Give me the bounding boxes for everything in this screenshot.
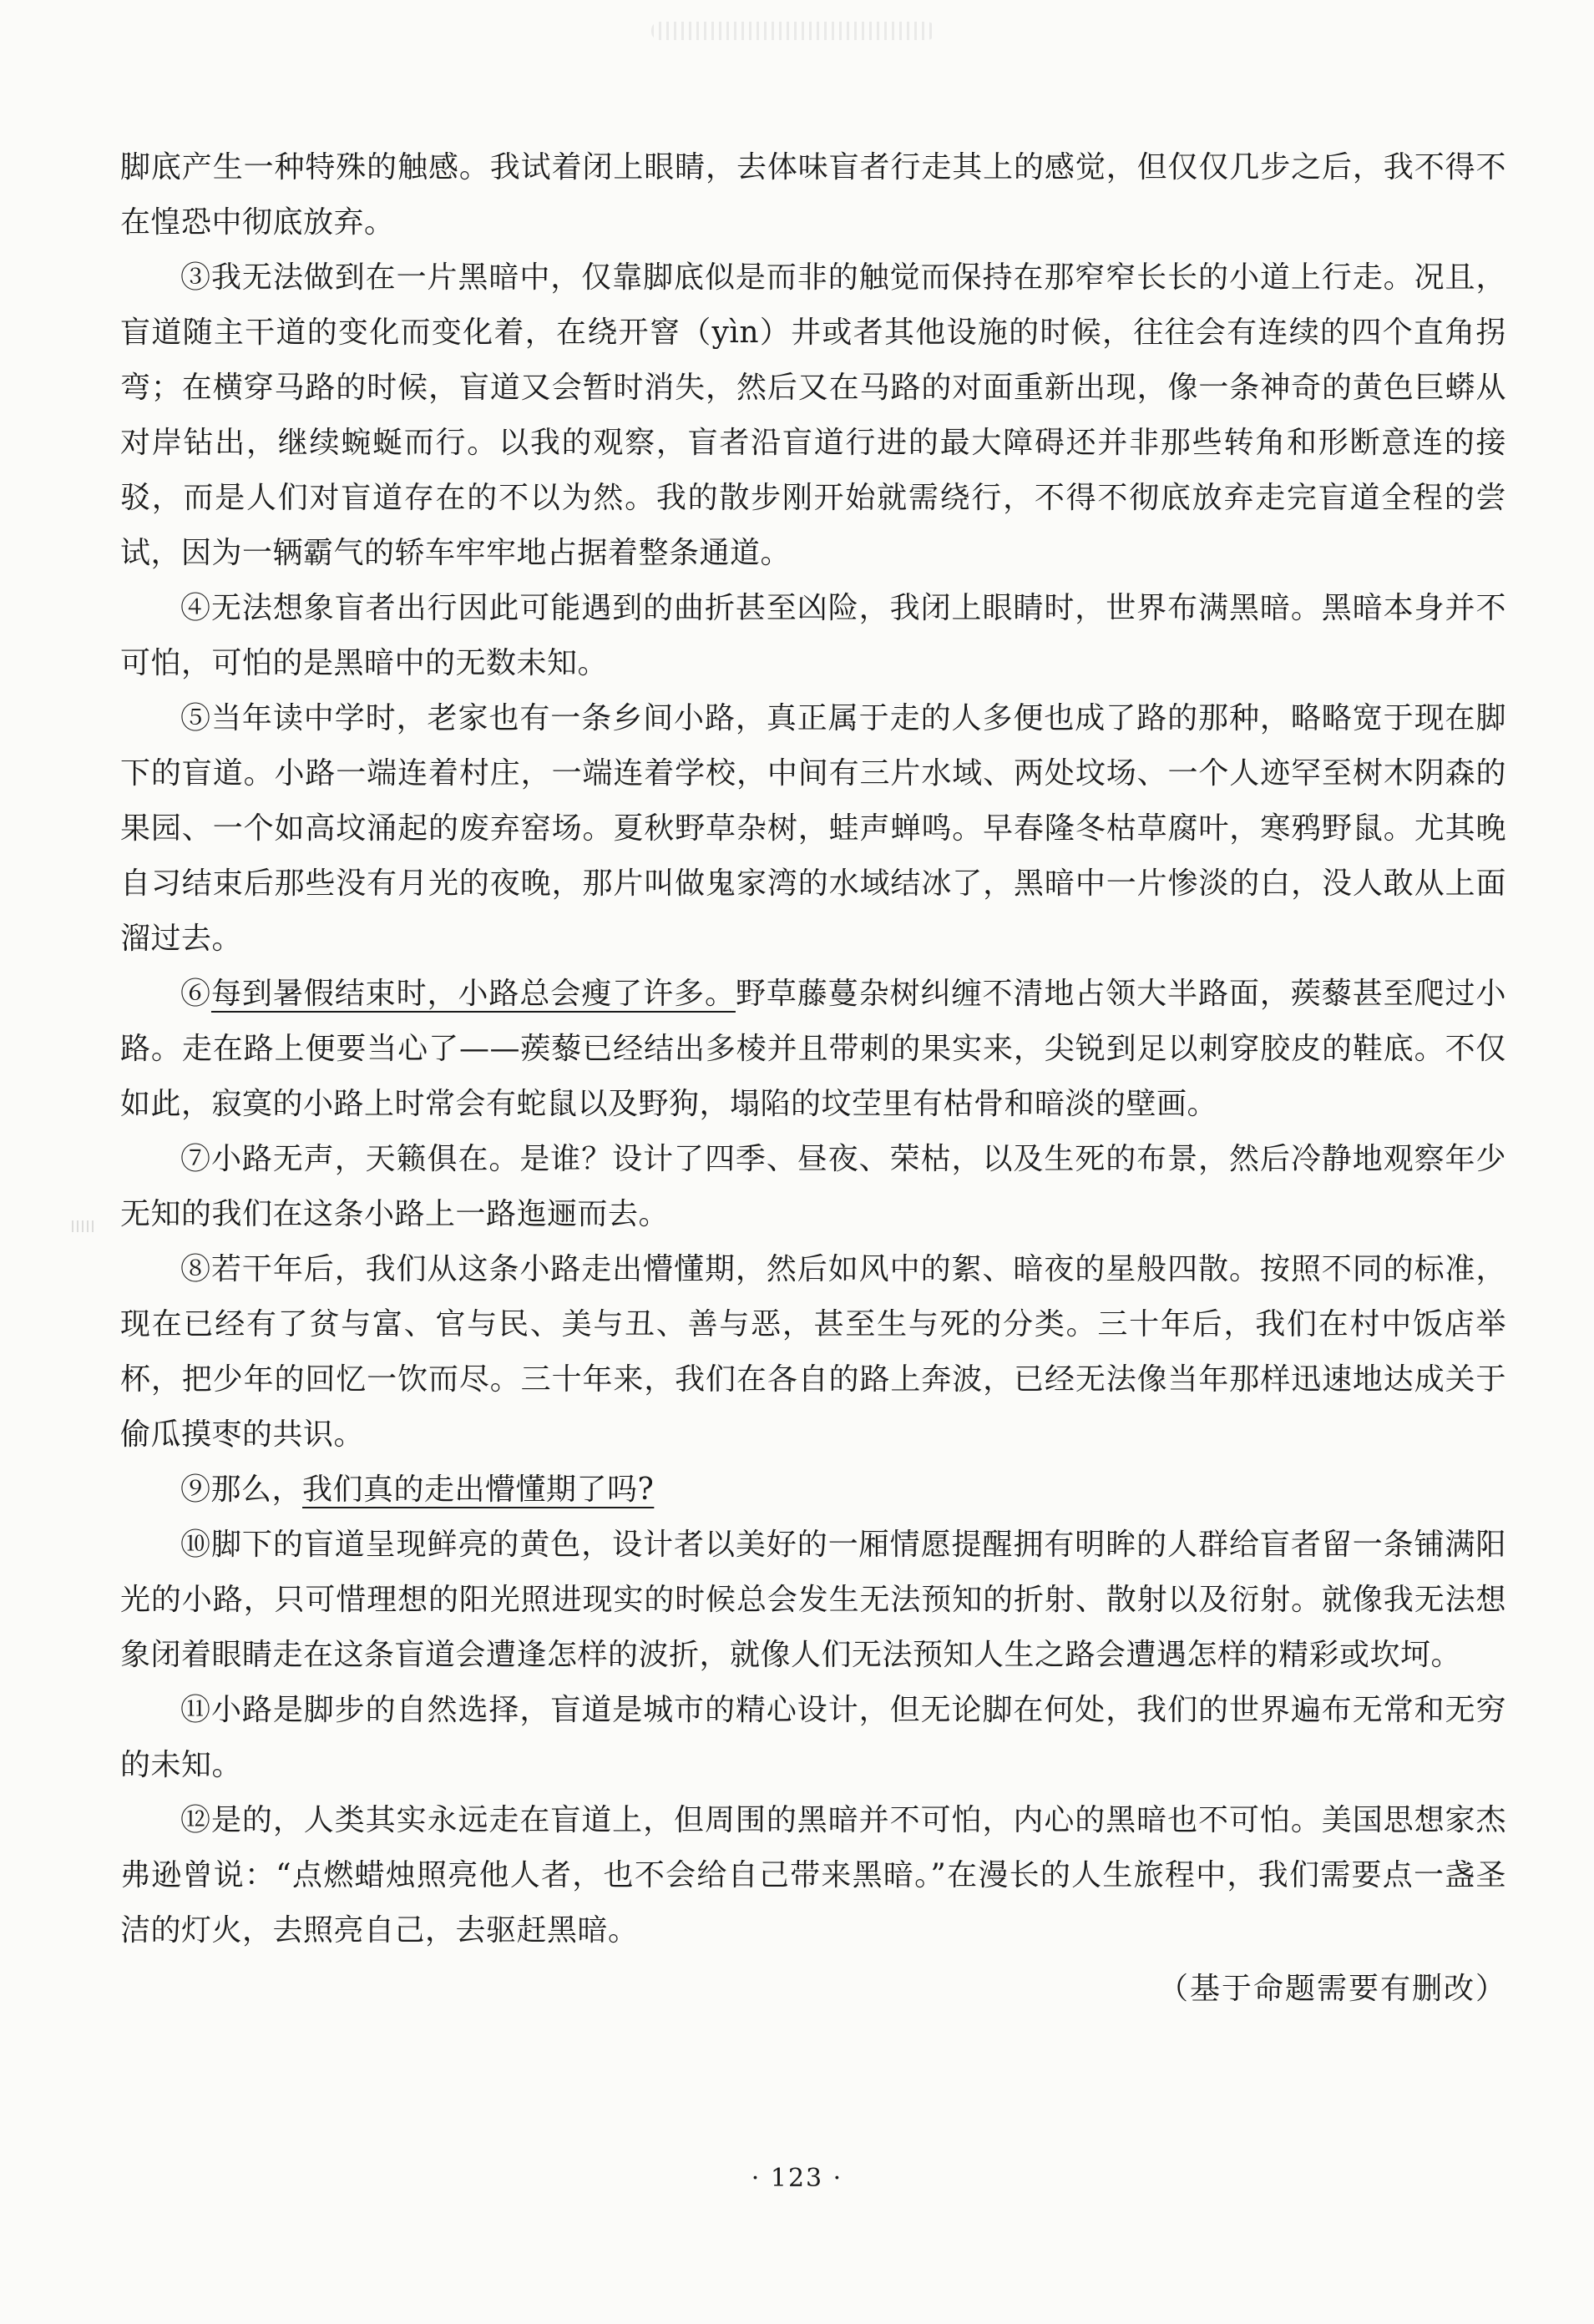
paragraph-5: ⑤当年读中学时，老家也有一条乡间小路，真正属于走的人多便也成了路的那种，略略宽于现在脚下的盲道。小路一端连着村庄，一端连着学校，中间有三片水域、两处坟场、一个人迹罕至树木阴森的果园、一个如高坟涌起的废弃窑场。夏秋野草杂树，蛙声蝉鸣。早春隆冬枯草腐叶，寒鸦野鼠。尤其晚自习结束后那些没有月光的夜晚，那片叫做鬼家湾的水域结冰了，黑暗中一片惨淡的白，没人敢从上面溜过去。: [120, 701, 1506, 956]
source-note: （基于命题需要有删改）: [1157, 1972, 1507, 2006]
article-body: [120, 140, 1506, 1958]
page-number: · 123 ·: [751, 2164, 843, 2193]
scan-artifact: [651, 22, 935, 40]
paragraph-9-underlined-question: 我们真的走出懵懂期了吗?: [302, 1473, 655, 1507]
paragraph-6-underlined-sentence: 每到暑假结束时，小路总会瘦了许多。: [210, 977, 736, 1011]
paragraph-11: ⑪小路是脚步的自然选择，盲道是城市的精心设计，但无论脚在何处，我们的世界遍布无常和无穷的未知。: [120, 1693, 1506, 1782]
paragraph-12: ⑫是的，人类其实永远走在盲道上，但周围的黑暗并不可怕，内心的黑暗也不可怕。美国思想家杰弗逊曾说：“点燃蜡烛照亮他人者，也不会给自己带来黑暗。”在漫长的人生旅程中，我们需要点一盏圣洁的灯火，去照亮自己，去驱赶黑暗。: [120, 1803, 1506, 1948]
paragraph-8: ⑧若干年后，我们从这条小路走出懵懂期，然后如风中的絮、暗夜的星般四散。按照不同的标准，现在已经有了贫与富、官与民、美与丑、善与恶，甚至生与死的分类。三十年后，我们在村中饭店举杯，把少年的回忆一饮而尽。三十年来，我们在各自的路上奔波，已经无法像当年那样迅速地达成关于偷瓜摸枣的共识。: [120, 1252, 1506, 1452]
paragraph-10: ⑩脚下的盲道呈现鲜亮的黄色，设计者以美好的一厢情愿提醒拥有明眸的人群给盲者留一条铺满阳光的小路，只可惜理想的阳光照进现实的时候总会发生无法预知的折射、散射以及衍射。就像我无法想象闭着眼睛走在这条盲道会遭逢怎样的波折，就像人们无法预知人生之路会遭遇怎样的精彩或坎坷。: [120, 1528, 1506, 1672]
paragraph-4: ④无法想象盲者出行因此可能遇到的曲折甚至凶险，我闭上眼睛时，世界布满黑暗。黑暗本身并不可怕，可怕的是黑暗中的无数未知。: [120, 591, 1506, 680]
paragraph-9: [120, 1463, 1506, 1518]
paragraph-6-number: ⑥: [180, 977, 211, 1011]
paragraph-7: ⑦小路无声，天籁俱在。是谁？设计了四季、昼夜、荣枯，以及生死的布景，然后冷静地观察年少无知的我们在这条小路上一路迤逦而去。: [120, 1142, 1506, 1231]
paragraph-6: [120, 967, 1506, 1132]
paragraph-3: ③我无法做到在一片黑暗中，仅靠脚底似是而非的触觉而保持在那窄窄长长的小道上行走。况且，盲道随主干道的变化而变化着，在绕开窨（yìn）井或者其他设施的时候，往往会有连续的四个直角拐弯；在横穿马路的时候，盲道又会暂时消失，然后又在马路的对面重新出现，像一条神奇的黄色巨蟒从对岸钻出，继续蜿蜒而行。以我的观察，盲者沿盲道行进的最大障碍还并非那些转角和形断意连的接驳，而是人们对盲道存在的不以为然。我的散步刚开始就需绕行，不得不彻底放弃走完盲道全程的尝试，因为一辆霸气的轿车牢牢地占据着整条通道。: [120, 260, 1506, 570]
paragraph-9-lead: ⑨那么，: [180, 1473, 303, 1507]
paragraph-continued: 脚底产生一种特殊的触感。我试着闭上眼睛，去体味盲者行走其上的感觉，但仅仅几步之后，我不得不在惶恐中彻底放弃。: [120, 150, 1506, 240]
scan-artifact-left: [72, 1220, 94, 1232]
paragraph-6-rest: 野草藤蔓杂树纠缠不清地占领大半路面，蒺藜甚至爬过小路。走在路上便要当心了——蒺藜已经结出多棱并且带刺的果实来，尖锐到足以刺穿胶皮的鞋底。不仅如此，寂寞的小路上时常会有蛇鼠以及野狗，塌陷的坟茔里有枯骨和暗淡的壁画。: [120, 977, 1506, 1121]
